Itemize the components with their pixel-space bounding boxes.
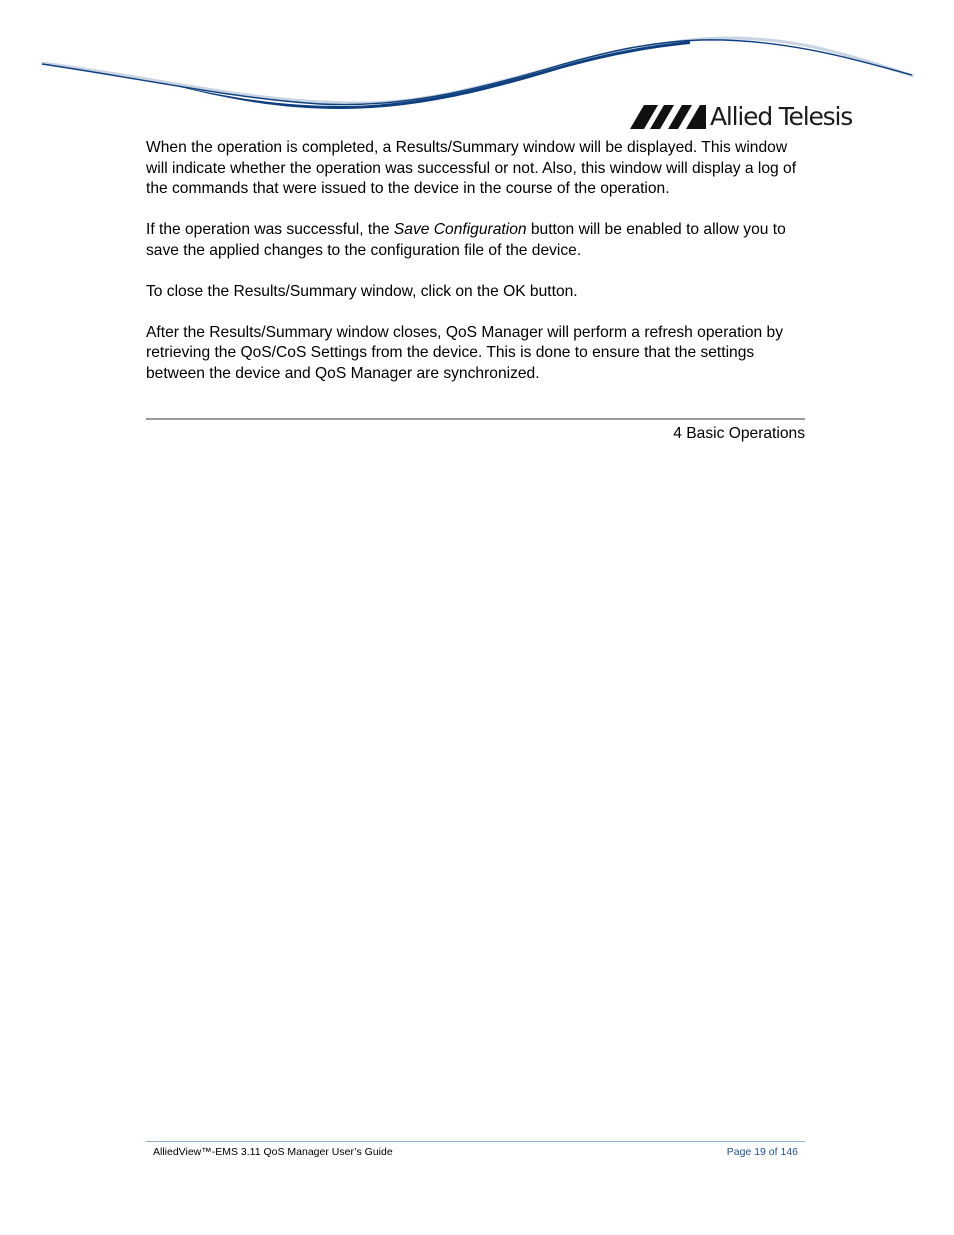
footer-doc-title: AlliedView™-EMS 3.11 QoS Manager User’s Guide xyxy=(153,1146,393,1158)
save-configuration-emphasis: Save Configuration xyxy=(393,221,527,238)
section-divider xyxy=(146,418,805,420)
paragraph-save-configuration-before: If the operation was successful, the xyxy=(146,221,394,238)
paragraph-results-summary: When the operation is completed, a Results/Summary window will be displayed. This window will indicate whether the operation was successful or not. Also, this window will display a log of the commands that were issued to the device in the course of the operation. xyxy=(146,139,797,197)
paragraph-refresh-operation: After the Results/Summary window closes, QoS Manager will perform a refresh operation by retrieving the QoS/CoS Settings from the device. This is done to ensure that the settings between the device and QoS Manager are synchronized. xyxy=(146,323,784,382)
allied-telesis-logo xyxy=(630,102,852,132)
footer-divider xyxy=(146,1141,805,1142)
allied-telesis-logo-mark-icon xyxy=(630,105,706,129)
brand-name: Allied Telesis xyxy=(710,102,853,131)
section-label: 4 Basic Operations xyxy=(673,425,805,442)
body-text xyxy=(146,138,808,405)
paragraph-close-window: To close the Results/Summary window, click on the OK button. xyxy=(146,282,578,300)
footer-page-number: Page 19 of 146 xyxy=(726,1146,798,1158)
paragraph-save-configuration-after: button will be enabled to allow you to save the applied changes to the configuration file of the device. xyxy=(146,221,786,259)
paragraph-save-configuration xyxy=(146,220,808,261)
